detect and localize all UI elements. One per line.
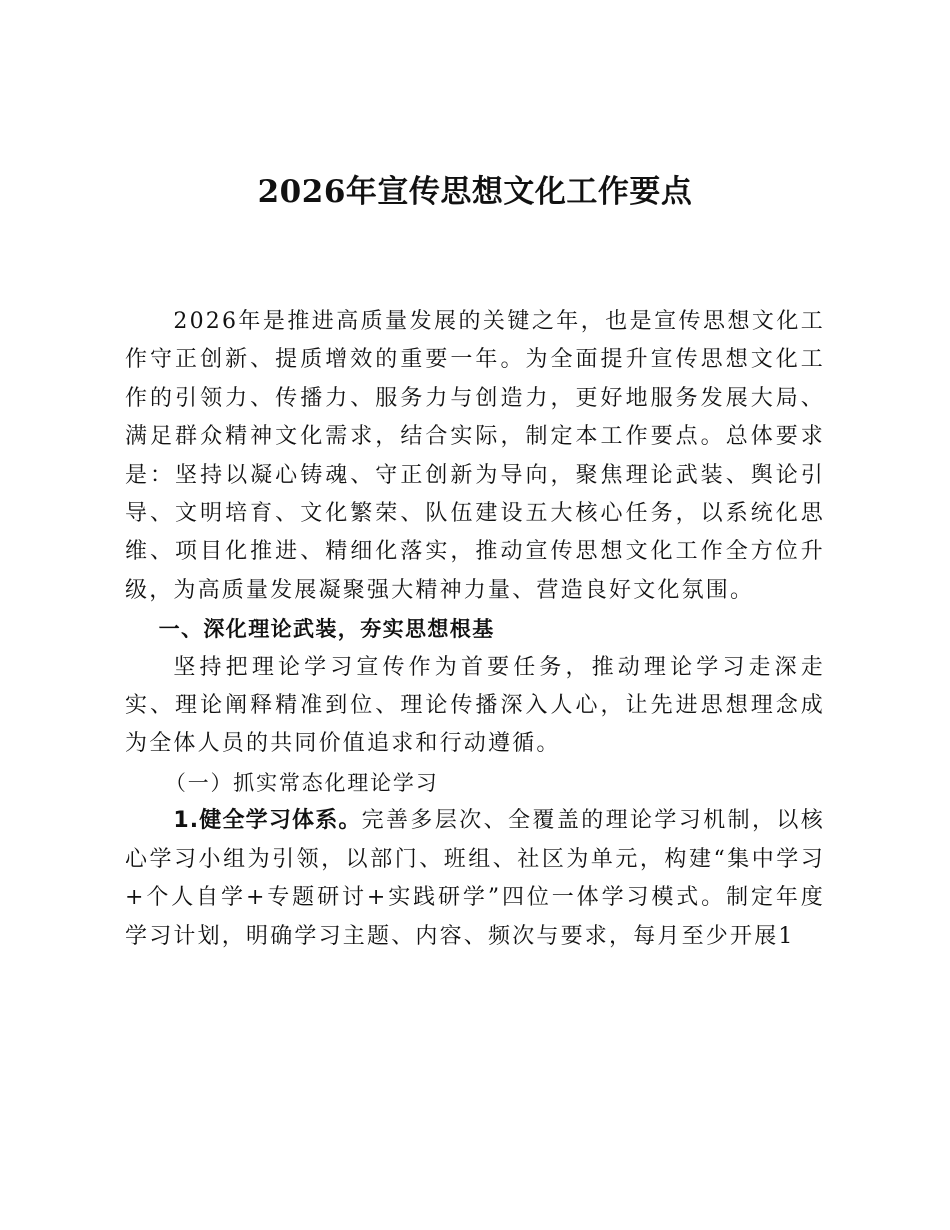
section-heading: 一、深化理论武装，夯实思想根基 — [158, 617, 495, 642]
section-paragraph: 坚持把理论学习宣传作为首要任务，推动理论学习走深走实、理论阐释精准到位、理论传播深入人心，让先进思想理念成为全体人员的共同价值追求和行动遵循。 — [125, 654, 825, 757]
document-title: 2026年宣传思想文化工作要点 — [257, 174, 693, 210]
item-text: 完善多层次、全覆盖的理论学习机制，以核心学习小组为引领，以部门、班组、社区为单元，构建“集中学习+个人自学+专题研讨+实践研学”四位一体学习模式。制定年度学习计划，明确学习主题、内容、频次与要求，每月至少开展1 — [125, 808, 825, 949]
item-lead: 1.健全学习体系。 — [173, 808, 362, 834]
document-body — [125, 303, 825, 956]
subsection-heading: （一）抓实常态化理论学习 — [164, 770, 439, 795]
intro-paragraph: 2026年是推进高质量发展的关键之年，也是宣传思想文化工作守正创新、提质增效的重要一年。为全面提升宣传思想文化工作的引领力、传播力、服务力与创造力，更好地服务发展大局、满足群众精神文化需求，结合实际，制定本工作要点。总体要求是：坚持以凝心铸魂、守正创新为导向，聚焦理论武装、舆论引导、文明培育、文化繁荣、队伍建设五大核心任务，以系统化思维、项目化推进、精细化落实，推动宣传思想文化工作全方位升级，为高质量发展凝聚强大精神力量、营造良好文化氛围。 — [125, 309, 825, 603]
item-paragraph — [125, 802, 825, 956]
